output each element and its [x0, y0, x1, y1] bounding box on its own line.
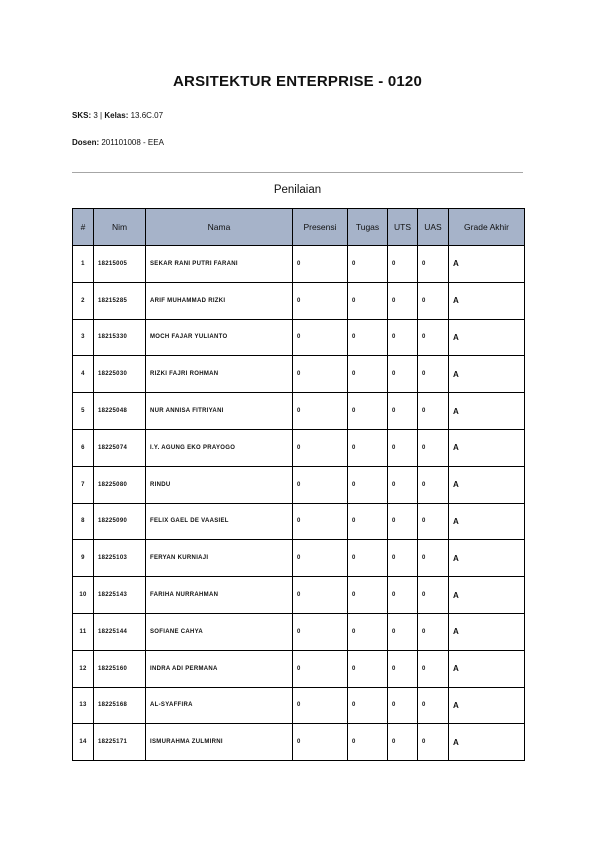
grade-cell: A [449, 650, 525, 687]
grades-table [72, 208, 525, 761]
row-number: 1 [73, 246, 94, 283]
grade-cell: A [449, 503, 525, 540]
presensi-cell: 0 [293, 356, 348, 393]
uas-cell: 0 [418, 724, 449, 761]
row-number: 14 [73, 724, 94, 761]
nim-cell: 18225080 [94, 466, 146, 503]
table-row [73, 724, 525, 761]
grade-cell: A [449, 466, 525, 503]
nama-cell: FELIX GAEL DE VAASIEL [146, 503, 293, 540]
header-nim: Nim [94, 209, 146, 246]
nim-cell: 18215005 [94, 246, 146, 283]
presensi-cell: 0 [293, 613, 348, 650]
uas-cell: 0 [418, 650, 449, 687]
dosen-label: Dosen: [72, 138, 100, 147]
row-number: 4 [73, 356, 94, 393]
uts-cell: 0 [388, 282, 418, 319]
grade-cell: A [449, 282, 525, 319]
table-row [73, 429, 525, 466]
uts-cell: 0 [388, 687, 418, 724]
uas-cell: 0 [418, 393, 449, 430]
uts-cell: 0 [388, 466, 418, 503]
uas-cell: 0 [418, 613, 449, 650]
uts-cell: 0 [388, 503, 418, 540]
uts-cell: 0 [388, 356, 418, 393]
nama-cell: I.Y. AGUNG EKO PRAYOGO [146, 429, 293, 466]
nim-cell: 18215330 [94, 319, 146, 356]
kelas-label: Kelas: [104, 111, 129, 120]
uas-cell: 0 [418, 503, 449, 540]
uas-cell: 0 [418, 687, 449, 724]
kelas-value: 13.6C.07 [130, 111, 164, 120]
nama-cell: NUR ANNISA FITRIYANI [146, 393, 293, 430]
grade-cell: A [449, 246, 525, 283]
tugas-cell: 0 [348, 429, 388, 466]
header-tugas: Tugas [348, 209, 388, 246]
nim-cell: 18225171 [94, 724, 146, 761]
presensi-cell: 0 [293, 540, 348, 577]
uas-cell: 0 [418, 466, 449, 503]
row-number: 12 [73, 650, 94, 687]
nama-cell: MOCH FAJAR YULIANTO [146, 319, 293, 356]
uts-cell: 0 [388, 319, 418, 356]
tugas-cell: 0 [348, 246, 388, 283]
uas-cell: 0 [418, 540, 449, 577]
uas-cell: 0 [418, 577, 449, 614]
row-number: 9 [73, 540, 94, 577]
uts-cell: 0 [388, 724, 418, 761]
nim-cell: 18215285 [94, 282, 146, 319]
uas-cell: 0 [418, 246, 449, 283]
table-row [73, 577, 525, 614]
grade-cell: A [449, 356, 525, 393]
table-row [73, 393, 525, 430]
presensi-cell: 0 [293, 724, 348, 761]
sks-label: SKS: [72, 111, 92, 120]
tugas-cell: 0 [348, 724, 388, 761]
table-row [73, 540, 525, 577]
document-title: ARSITEKTUR ENTERPRISE - 0120 [173, 73, 422, 90]
table-row [73, 466, 525, 503]
row-number: 6 [73, 429, 94, 466]
uas-cell: 0 [418, 429, 449, 466]
uas-cell: 0 [418, 282, 449, 319]
uts-cell: 0 [388, 577, 418, 614]
tugas-cell: 0 [348, 687, 388, 724]
nama-cell: SEKAR RANI PUTRI FARANI [146, 246, 293, 283]
table-row [73, 319, 525, 356]
nama-cell: INDRA ADI PERMANA [146, 650, 293, 687]
grade-cell: A [449, 613, 525, 650]
tugas-cell: 0 [348, 503, 388, 540]
nama-cell: SOFIANE CAHYA [146, 613, 293, 650]
table-header-row [73, 209, 525, 246]
table-row [73, 687, 525, 724]
sks-value: 3 [93, 111, 98, 120]
row-number: 7 [73, 466, 94, 503]
grade-cell: A [449, 393, 525, 430]
tugas-cell: 0 [348, 356, 388, 393]
nama-cell: AL-SYAFFIRA [146, 687, 293, 724]
tugas-cell: 0 [348, 393, 388, 430]
presensi-cell: 0 [293, 319, 348, 356]
nim-cell: 18225090 [94, 503, 146, 540]
nama-cell: RINDU [146, 466, 293, 503]
table-row [73, 503, 525, 540]
header-number: # [73, 209, 94, 246]
uts-cell: 0 [388, 613, 418, 650]
nama-cell: FERYAN KURNIAJI [146, 540, 293, 577]
uts-cell: 0 [388, 540, 418, 577]
uts-cell: 0 [388, 429, 418, 466]
grade-cell: A [449, 540, 525, 577]
tugas-cell: 0 [348, 282, 388, 319]
row-number: 2 [73, 282, 94, 319]
row-number: 13 [73, 687, 94, 724]
uas-cell: 0 [418, 356, 449, 393]
header-presensi: Presensi [293, 209, 348, 246]
header-uas: UAS [418, 209, 449, 246]
grade-cell: A [449, 724, 525, 761]
row-number: 3 [73, 319, 94, 356]
uas-cell: 0 [418, 319, 449, 356]
tugas-cell: 0 [348, 613, 388, 650]
row-number: 11 [73, 613, 94, 650]
presensi-cell: 0 [293, 429, 348, 466]
table-row [73, 613, 525, 650]
grade-cell: A [449, 577, 525, 614]
nim-cell: 18225160 [94, 650, 146, 687]
uts-cell: 0 [388, 246, 418, 283]
nim-cell: 18225030 [94, 356, 146, 393]
tugas-cell: 0 [348, 466, 388, 503]
info-separator: | [100, 111, 103, 120]
presensi-cell: 0 [293, 282, 348, 319]
presensi-cell: 0 [293, 650, 348, 687]
nama-cell: ARIF MUHAMMAD RIZKI [146, 282, 293, 319]
nim-cell: 18225144 [94, 613, 146, 650]
table-row [73, 246, 525, 283]
row-number: 5 [73, 393, 94, 430]
tugas-cell: 0 [348, 319, 388, 356]
section-title: Penilaian [273, 184, 322, 196]
presensi-cell: 0 [293, 687, 348, 724]
presensi-cell: 0 [293, 393, 348, 430]
grade-cell: A [449, 319, 525, 356]
uts-cell: 0 [388, 393, 418, 430]
uts-cell: 0 [388, 650, 418, 687]
nama-cell: FARIHA NURRAHMAN [146, 577, 293, 614]
tugas-cell: 0 [348, 650, 388, 687]
header-grade-akhir: Grade Akhir [449, 209, 525, 246]
nim-cell: 18225048 [94, 393, 146, 430]
tugas-cell: 0 [348, 577, 388, 614]
table-row [73, 650, 525, 687]
grade-cell: A [449, 429, 525, 466]
nim-cell: 18225074 [94, 429, 146, 466]
nim-cell: 18225168 [94, 687, 146, 724]
header-uts: UTS [388, 209, 418, 246]
grade-cell: A [449, 687, 525, 724]
header-nama: Nama [146, 209, 293, 246]
table-row [73, 356, 525, 393]
nama-cell: RIZKI FAJRI ROHMAN [146, 356, 293, 393]
nama-cell: ISMURAHMA ZULMIRNI [146, 724, 293, 761]
tugas-cell: 0 [348, 540, 388, 577]
nim-cell: 18225103 [94, 540, 146, 577]
horizontal-divider [72, 172, 523, 173]
row-number: 8 [73, 503, 94, 540]
row-number: 10 [73, 577, 94, 614]
presensi-cell: 0 [293, 466, 348, 503]
course-info-line [72, 111, 163, 120]
table-row [73, 282, 525, 319]
presensi-cell: 0 [293, 503, 348, 540]
nim-cell: 18225143 [94, 577, 146, 614]
presensi-cell: 0 [293, 577, 348, 614]
presensi-cell: 0 [293, 246, 348, 283]
lecturer-line [72, 138, 164, 147]
dosen-value: 201101008 - EEA [101, 138, 164, 147]
